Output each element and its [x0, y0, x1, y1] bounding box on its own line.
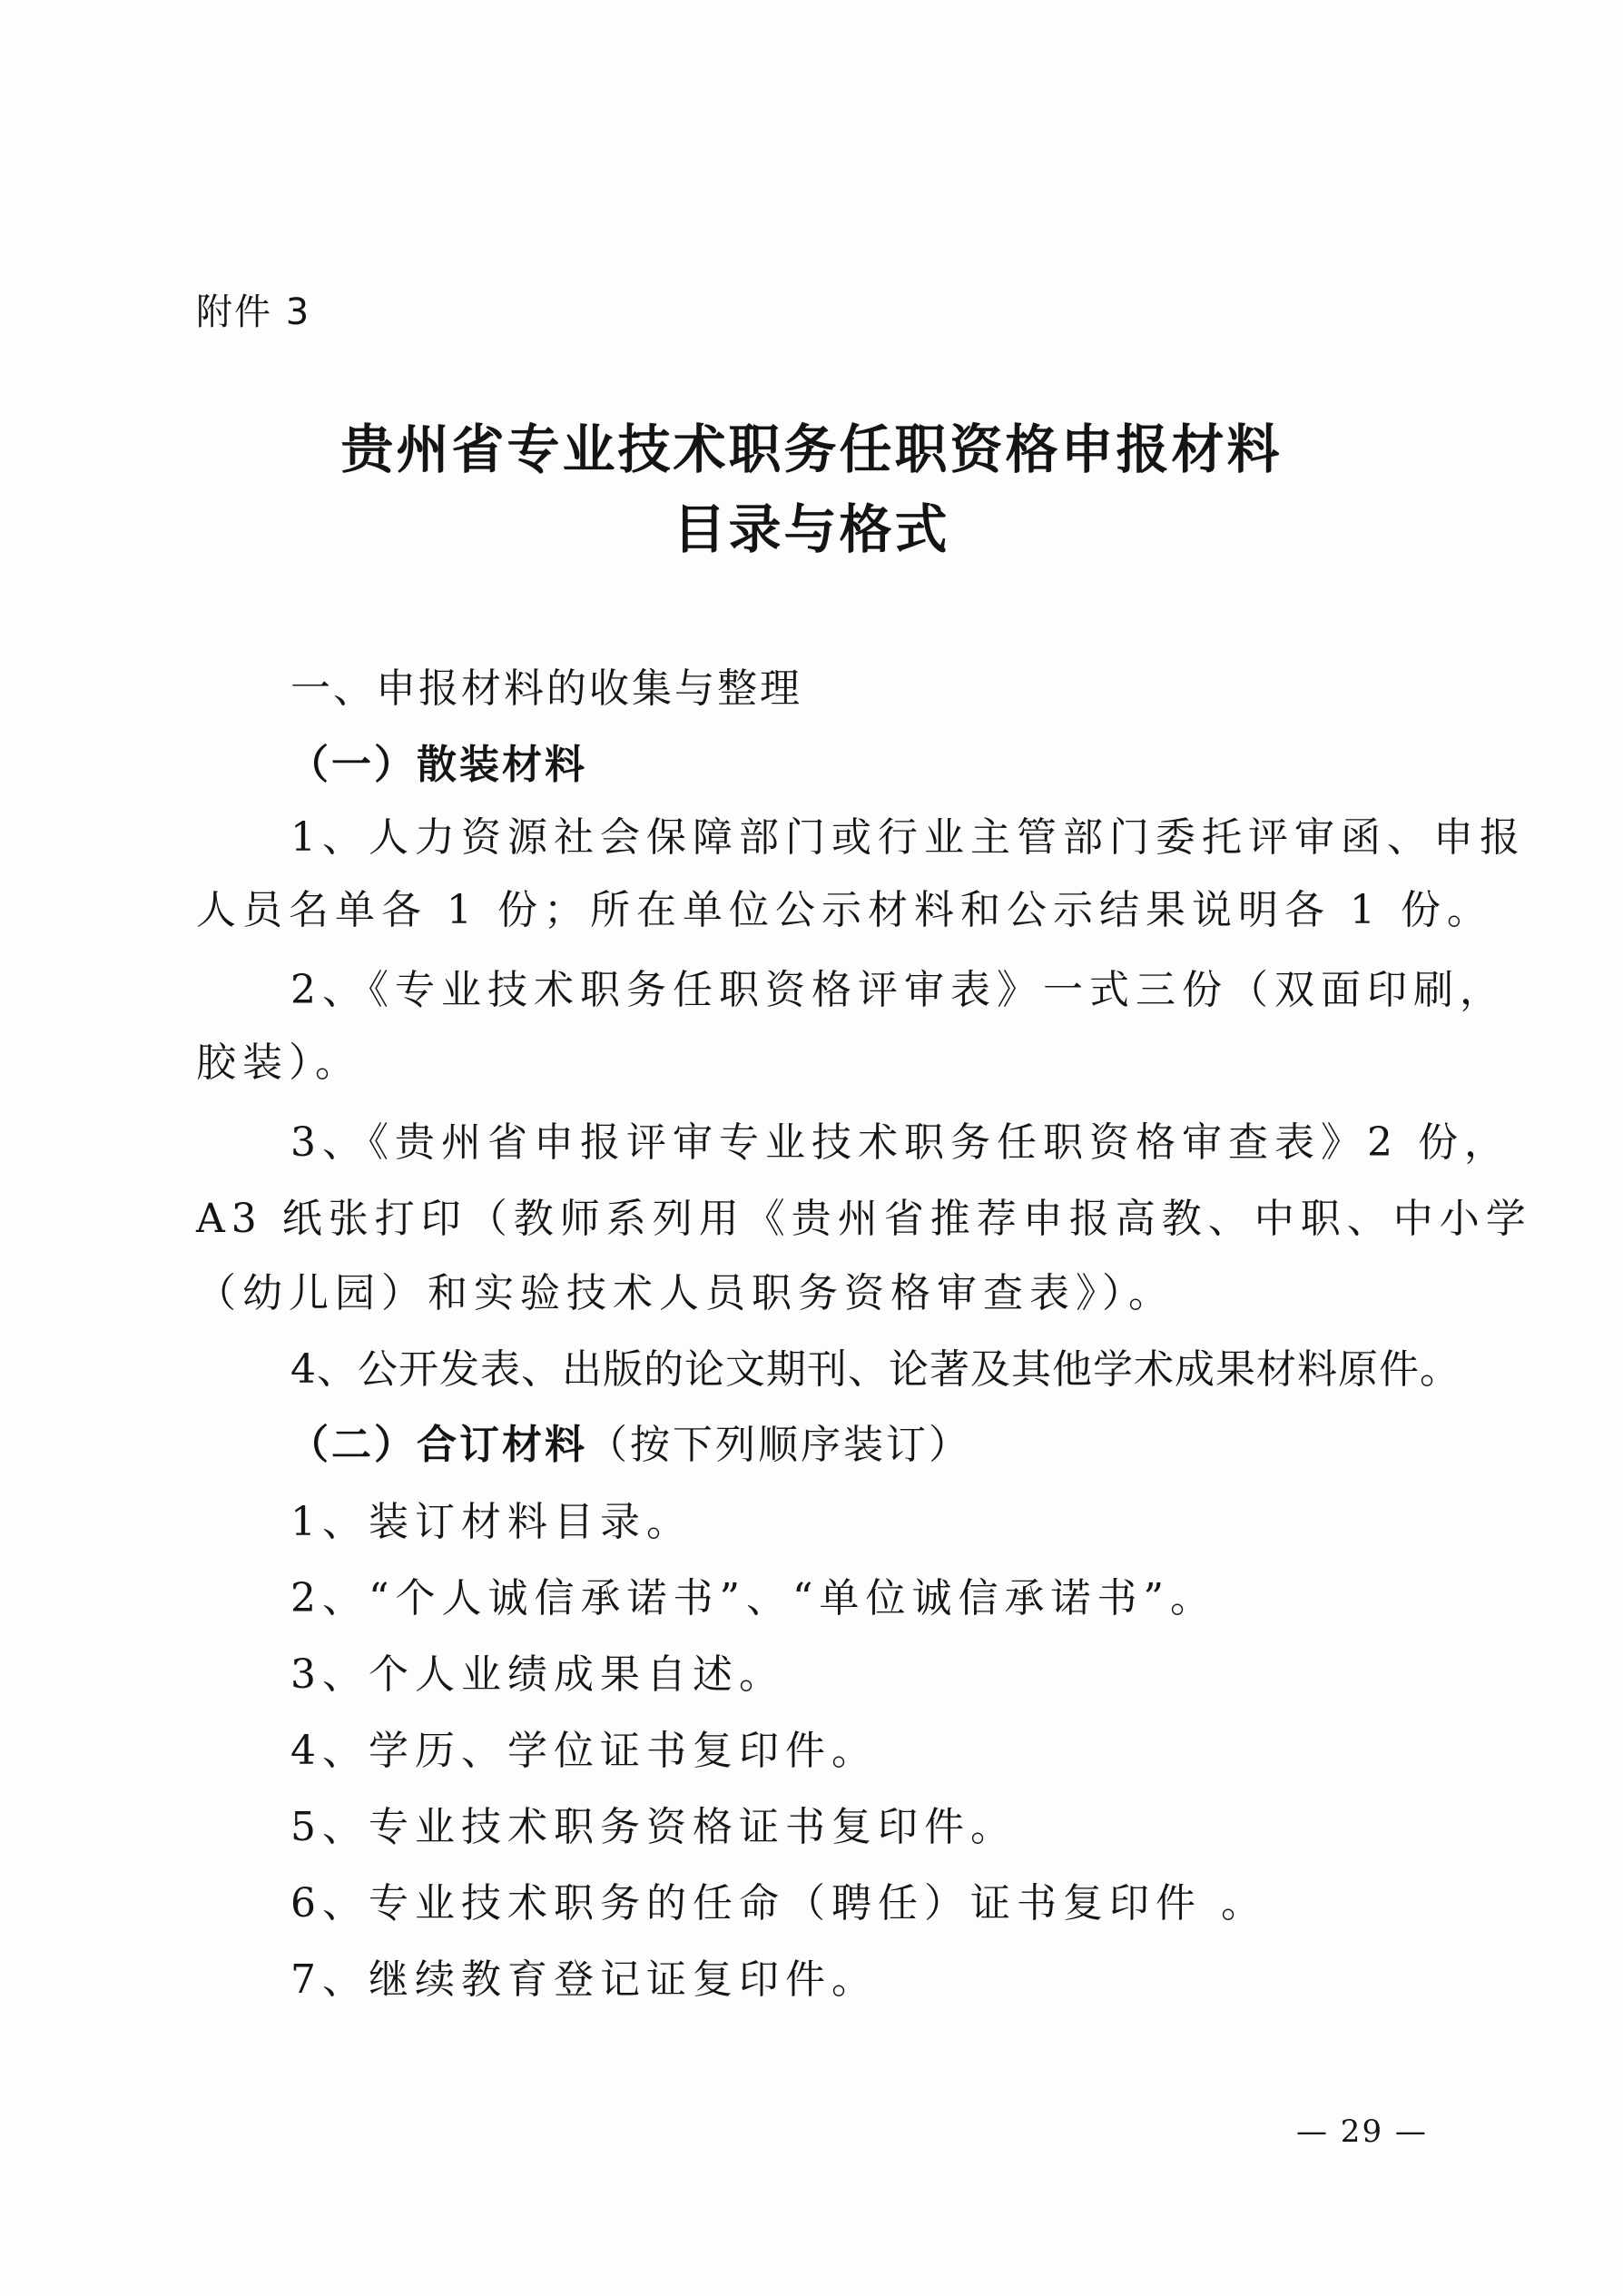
list-item-continuation: 人员名单各 1 份；所在单位公示材料和公示结果说明各 1 份。 — [196, 887, 1493, 933]
subsection-heading-bound — [289, 1412, 971, 1470]
subsection-note: （按下列顺序装订） — [587, 1422, 971, 1468]
list-item-continuation: A3 纸张打印（教师系列用《贵州省推荐申报高教、中职、中小学 — [196, 1196, 1532, 1242]
document-title: 贵州省专业技术职务任职资格申报材料 — [340, 419, 1283, 480]
subsection-title: （二）合订材料 — [289, 1422, 587, 1468]
attachment-label: 附件 3 — [196, 291, 311, 333]
subsection-heading-loose — [289, 732, 587, 790]
list-item: 3、个人业绩成果自述。 — [290, 1651, 785, 1698]
list-item: 5、专业技术职务资格证书复印件。 — [290, 1804, 1017, 1850]
list-item: 2、《专业技术职务任职资格评审表》一式三份（双面印刷， — [290, 967, 1506, 1013]
list-item: 4、公开发表、出版的论文期刊、论著及其他学术成果材料原件。 — [290, 1346, 1461, 1393]
list-item: 7、继续教育登记证复印件。 — [290, 1956, 878, 2003]
subsection-title: （一）散装材料 — [289, 742, 587, 788]
list-item: 1、人力资源社会保障部门或行业主管部门委托评审函、申报 — [290, 814, 1526, 861]
list-item: 2、“个人诚信承诺书”、“单位诚信承诺书”。 — [290, 1575, 1216, 1621]
page-number: — 29 — — [1296, 2114, 1428, 2150]
list-item: 4、学历、学位证书复印件。 — [290, 1728, 878, 1774]
document-title-line2: 目录与格式 — [673, 498, 950, 560]
list-item: 3、《贵州省申报评审专业技术职务任职资格审查表》2 份， — [290, 1119, 1510, 1166]
section-heading: 一、申报材料的收集与整理 — [290, 665, 802, 712]
list-item: 1、装订材料目录。 — [290, 1499, 693, 1545]
list-item: 6、专业技术职务的任命（聘任）证书复印件 。 — [290, 1880, 1267, 1926]
list-item-continuation: （幼儿园）和实验技术人员职务资格审查表》）。 — [196, 1270, 1175, 1316]
list-item-continuation: 胶装）。 — [196, 1040, 361, 1086]
